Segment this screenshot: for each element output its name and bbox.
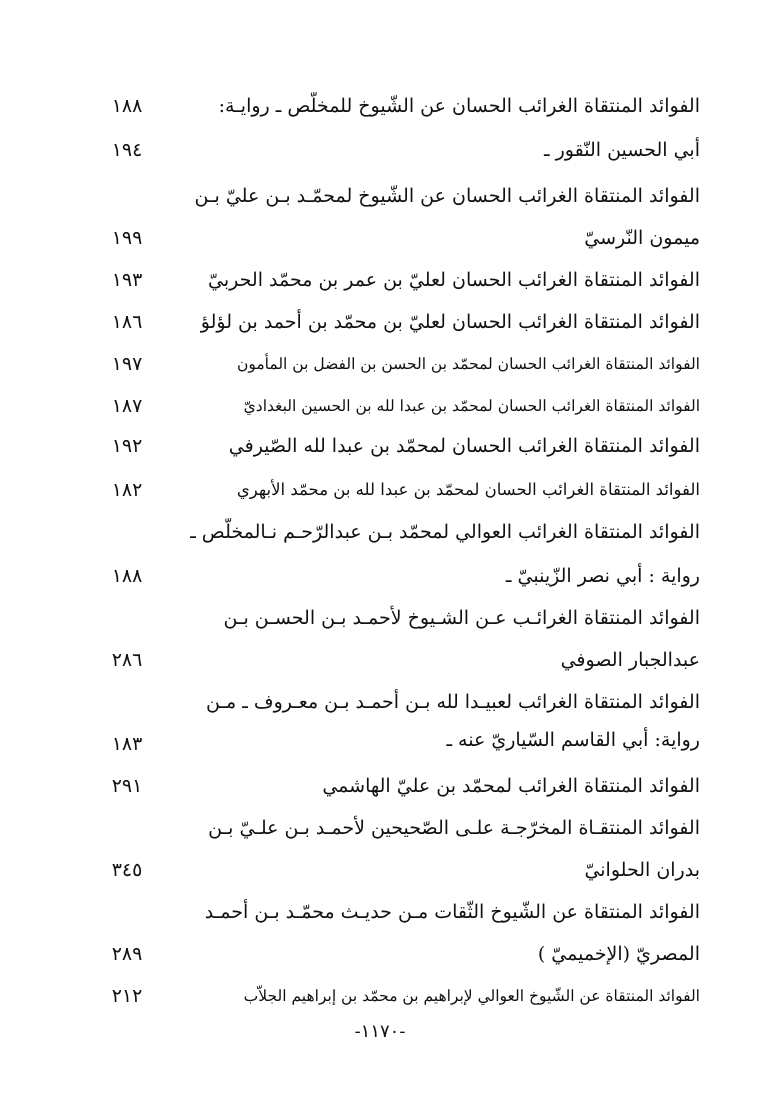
entry-7-page: ١٩٢ bbox=[111, 435, 143, 457]
entry-8-line-1: الفوائد المنتقاة الغرائب الحسان لمحمّد بن عبدا لله بن محمّد الأبهري bbox=[236, 480, 700, 499]
entry-13-page: ٣٤٥ bbox=[111, 859, 143, 881]
entry-12-page: ٢٩١ bbox=[111, 775, 143, 797]
entry-3-page: ١٩٣ bbox=[111, 269, 143, 291]
entry-5-line-1: الفوائد المنتقاة الغرائب الحسان لمحمّد بن الحسن بن الفضل بن المأمون bbox=[236, 355, 700, 373]
entry-6-line-1: الفوائد المنتقاة الغرائب الحسان لمحمّد بن عبدا لله بن الحسين البغداديّ bbox=[243, 397, 700, 415]
entry-10-page: ٢٨٦ bbox=[111, 649, 143, 671]
entry-2-line-2: ميمون النّرسيّ bbox=[584, 227, 700, 249]
entry-9-line-1: الفوائد المنتقاة الغرائب العوالي لمحمّد بـن عبدالرّحـم نـالمخلّص ـ bbox=[190, 521, 700, 543]
entry-4-line-1: الفوائد المنتقاة الغرائب الحسان لعليّ بن محمّد بن أحمد بن لؤلؤ bbox=[200, 311, 700, 333]
entry-13-line-1: الفوائد المنتقـاة المخرّجـة علـى الصّحيحين لأحمـد بـن علـيّ بـن bbox=[208, 817, 700, 839]
entry-2-page: ١٩٩ bbox=[111, 227, 143, 249]
entry-10-line-1: الفوائد المنتقاة الغرائـب عـن الشـيوخ لأحمـد بـن الحسـن بـن bbox=[223, 607, 700, 629]
entry-7-line-1: الفوائد المنتقاة الغرائب الحسان لمحمّد بن عبدا لله الصّيرفي bbox=[228, 435, 700, 457]
entry-11-page: ١٨٣ bbox=[111, 733, 143, 755]
entry-14-line-1: الفوائد المنتقاة عن الشّيوخ الثّقات مـن حديـث محمّـد بـن أحمـد bbox=[204, 901, 700, 923]
entry-9-page: ١٨٨ bbox=[111, 565, 143, 587]
entry-11-line-2: رواية: أبي القاسم السّياريّ عنه ـ bbox=[446, 729, 700, 751]
entry-1-page-2: ١٩٤ bbox=[111, 139, 143, 161]
entry-8-page: ١٨٢ bbox=[111, 479, 143, 501]
entry-6-page: ١٨٧ bbox=[111, 395, 143, 417]
footer-page-number: -١١٧٠- bbox=[354, 1021, 406, 1042]
entry-11-line-1: الفوائد المنتقاة الغرائب لعبيـدا لله بـن أحمـد بـن معـروف ـ مـن bbox=[206, 691, 700, 713]
entry-1-line-1: الفوائد المنتقاة الغرائب الحسان عن الشّيوخ للمخلّص ـ روايـة: bbox=[218, 95, 700, 117]
entry-4-page: ١٨٦ bbox=[111, 311, 143, 333]
entry-14-line-2: المصريّ (الإخميميّ ) bbox=[537, 943, 700, 965]
entry-12-line-1: الفوائد المنتقاة الغرائب لمحمّد بن عليّ الهاشمي bbox=[322, 775, 700, 797]
entry-15-page: ٢١٢ bbox=[111, 985, 143, 1007]
entry-5-page: ١٩٧ bbox=[111, 353, 143, 375]
entry-1-line-2: أبي الحسين النّقور ـ bbox=[544, 139, 700, 161]
entry-10-line-2: عبدالجبار الصوفي bbox=[560, 649, 700, 671]
entry-13-line-2: بدران الحلوانيّ bbox=[584, 859, 700, 881]
entry-9-line-2: رواية : أبي نصر الزّينبيّ ـ bbox=[505, 565, 700, 587]
entry-15-line-1: الفوائد المنتقاة عن الشّيوخ العوالي لإبراهيم بن محمّد بن إبراهيم الجلاّب bbox=[243, 987, 700, 1005]
entry-3-line-1: الفوائد المنتقاة الغرائب الحسان لعليّ بن عمر بن محمّد الحربيّ bbox=[208, 269, 700, 291]
entry-1-page-1: ١٨٨ bbox=[111, 95, 143, 117]
entry-14-page: ٢٨٩ bbox=[111, 943, 143, 965]
entry-2-line-1: الفوائد المنتقاة الغرائب الحسان عن الشّيوخ لمحمّـد بـن عليّ بـن bbox=[194, 185, 700, 207]
